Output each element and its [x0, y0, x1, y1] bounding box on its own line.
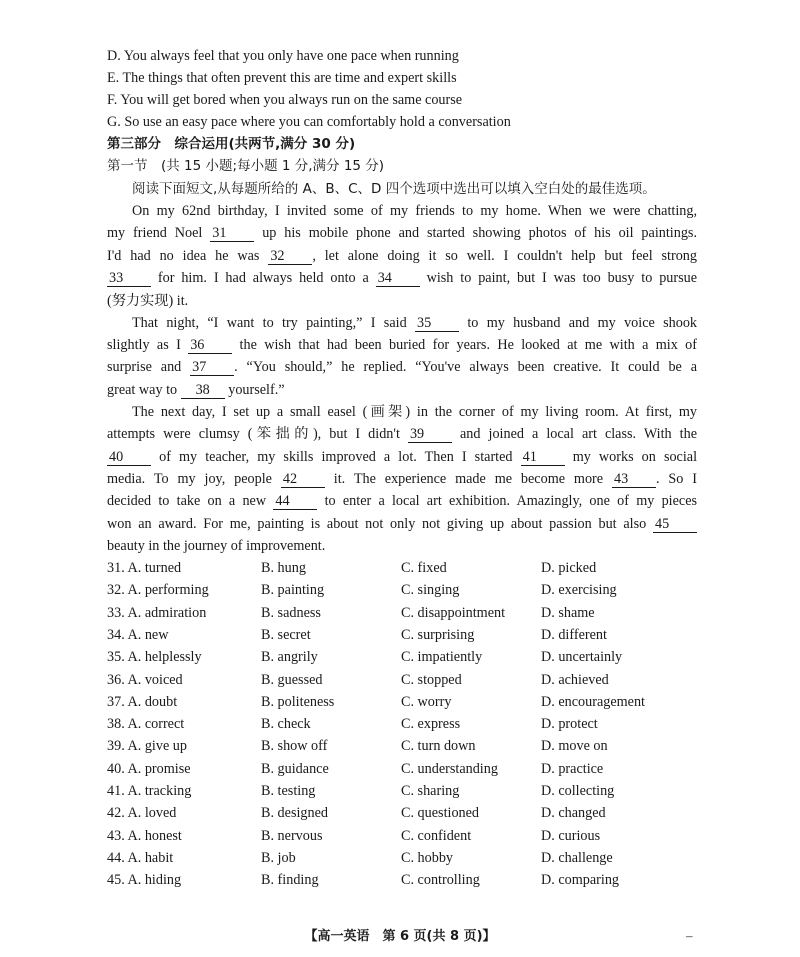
passage-line: 33 for him. I had always held onto a 34 wish to paint, but I was too busy to pursue — [109, 270, 697, 286]
answer-option-b[interactable]: B. finding — [261, 872, 319, 889]
answer-option-d[interactable]: D. picked — [541, 560, 597, 576]
answer-option-a[interactable]: 45. A. hiding — [107, 872, 182, 889]
answer-option-d[interactable]: D. different — [541, 626, 607, 643]
answer-option-c[interactable]: C. understanding — [401, 760, 498, 777]
question-row — [107, 691, 707, 713]
blank-37[interactable]: 37 — [190, 359, 234, 376]
answer-option-c[interactable]: C. controlling — [401, 872, 480, 889]
passage-line: 40 of my teacher, my skills improved a lot. Then I started 41 my works on social — [109, 449, 697, 465]
answer-option-c[interactable]: C. impatiently — [401, 649, 483, 666]
answer-option-a[interactable]: 34. A. new — [107, 626, 169, 643]
answer-option-b[interactable]: B. testing — [261, 783, 316, 799]
blank-45[interactable]: 45 — [653, 516, 697, 533]
instruction: 阅读下面短文,从每题所给的 A、B、C、D 四个选项中选出可以填入空白处的最佳选项。 — [132, 181, 656, 197]
answer-option-d[interactable]: D. protect — [541, 716, 598, 733]
answer-option-c[interactable]: C. confident — [401, 827, 472, 844]
question-row — [107, 624, 707, 646]
section1-title: 第一节 (共 15 小题;每小题 1 分,满分 15 分) — [107, 158, 385, 174]
answer-option-d[interactable]: D. uncertainly — [541, 649, 623, 666]
answer-option-d[interactable]: D. move on — [541, 738, 608, 755]
answer-option-c[interactable]: C. fixed — [401, 560, 447, 576]
blank-31[interactable]: 31 — [210, 225, 254, 242]
answer-option-c[interactable]: C. surprising — [401, 626, 475, 643]
passage-line: On my 62nd birthday, I invited some of my friends to my home. When we were chatting, — [132, 203, 697, 219]
answer-option-c[interactable]: C. express — [401, 716, 461, 733]
blank-38[interactable]: 38 — [181, 382, 225, 399]
answer-option-a[interactable]: 37. A. doubt — [107, 693, 178, 710]
question-row — [107, 557, 707, 579]
answer-option-a[interactable]: 39. A. give up — [107, 738, 187, 755]
question-row — [107, 869, 707, 891]
answer-option-d[interactable]: D. changed — [541, 805, 606, 822]
answer-option-b[interactable]: B. show off — [261, 738, 328, 755]
answer-option-b[interactable]: B. politeness — [261, 693, 335, 710]
passage-line: surprise and 37 . “You should,” he replied. “You've always been creative. It could be a — [107, 359, 697, 375]
answer-option-d[interactable]: D. challenge — [541, 849, 613, 866]
blank-33[interactable]: 33 — [107, 270, 151, 287]
passage-line: I'd had no idea he was 32 , let alone doing it so well. I couldn't help but feel strong — [107, 248, 697, 264]
option-e: E. The things that often prevent this are time and expert skills — [107, 70, 457, 86]
answer-option-a[interactable]: 44. A. habit — [107, 849, 174, 866]
answer-option-b[interactable]: B. secret — [261, 626, 311, 643]
answer-option-c[interactable]: C. stopped — [401, 671, 462, 688]
answer-option-a[interactable]: 35. A. helplessly — [107, 649, 202, 666]
passage-line: my friend Noel 31 up his mobile phone and started showing photos of his oil paintings. — [107, 225, 697, 241]
passage-line: (努力实现) it. — [107, 293, 189, 309]
answer-option-a[interactable]: 36. A. voiced — [107, 671, 183, 688]
question-row — [107, 825, 707, 847]
corner-mark: – — [686, 928, 693, 943]
option-g: G. So use an easy pace where you can comfortably hold a conversation — [107, 114, 511, 130]
answer-option-a[interactable]: 38. A. correct — [107, 716, 185, 733]
answer-option-b[interactable]: B. job — [261, 849, 296, 866]
question-row — [107, 847, 707, 869]
option-f: F. You will get bored when you always run on the same course — [107, 92, 463, 108]
blank-32[interactable]: 32 — [268, 248, 312, 265]
question-row — [107, 669, 707, 691]
answer-option-c[interactable]: C. turn down — [401, 738, 476, 755]
passage-line: slightly as I 36 the wish that had been buried for years. He looked at me with a mix of — [107, 337, 697, 353]
section3-title: 第三部分 综合运用(共两节,满分 30 分) — [107, 136, 356, 152]
answer-option-c[interactable]: C. singing — [401, 582, 460, 599]
blank-39[interactable]: 39 — [408, 426, 452, 443]
answer-option-a[interactable]: 33. A. admiration — [107, 604, 207, 621]
passage-line: won an award. For me, painting is about not only not giving up about passion but also 45 — [107, 513, 697, 535]
question-row — [107, 713, 707, 735]
answer-option-a[interactable]: 42. A. loved — [107, 805, 177, 822]
question-row — [107, 780, 707, 802]
answer-option-d[interactable]: D. curious — [541, 827, 601, 844]
question-row — [107, 802, 707, 824]
question-row — [107, 579, 707, 601]
passage-line: The next day, I set up a small easel (画架) in the corner of my living room. At first, my — [132, 404, 697, 420]
answer-option-b[interactable]: B. guidance — [261, 760, 329, 777]
passage-line: attempts were clumsy (笨拙的), but I didn't 39 and joined a local art class. With the — [107, 426, 697, 442]
answer-option-a[interactable]: 40. A. promise — [107, 760, 191, 777]
question-row — [107, 646, 707, 668]
blank-35[interactable]: 35 — [415, 315, 459, 332]
answer-option-d[interactable]: D. exercising — [541, 582, 617, 599]
blank-36[interactable]: 36 — [188, 337, 232, 354]
question-row — [107, 602, 707, 624]
passage-line: That night, “I want to try painting,” I said 35 to my husband and my voice shook — [132, 315, 697, 331]
question-row — [107, 735, 707, 757]
answer-option-d[interactable]: D. shame — [541, 604, 595, 621]
blank-44[interactable]: 44 — [273, 493, 317, 510]
option-d: D. You always feel that you only have one pace when running — [107, 48, 459, 64]
answer-option-d[interactable]: D. collecting — [541, 783, 615, 799]
blank-42[interactable]: 42 — [281, 471, 325, 488]
answer-option-b[interactable]: B. hung — [261, 560, 306, 576]
answer-option-b[interactable]: B. guessed — [261, 671, 323, 688]
question-row — [107, 758, 707, 780]
passage-line: great way to 38 yourself.” — [107, 382, 285, 398]
answer-option-c[interactable]: C. questioned — [401, 805, 480, 822]
answer-option-a[interactable]: 32. A. performing — [107, 582, 209, 599]
blank-34[interactable]: 34 — [376, 270, 420, 287]
answer-option-d[interactable]: D. practice — [541, 760, 604, 777]
answer-option-a[interactable]: 31. A. turned — [107, 560, 182, 576]
passage-line: decided to take on a new 44 to enter a local art exhibition. Amazingly, one of my pieces — [107, 493, 697, 509]
blank-41[interactable]: 41 — [521, 449, 565, 466]
answer-option-b[interactable]: B. sadness — [261, 604, 321, 621]
answer-option-c[interactable]: C. worry — [401, 693, 452, 710]
blank-40[interactable]: 40 — [107, 449, 151, 466]
passage-line: media. To my joy, people 42 it. The experience made me become more 43 . So I — [107, 471, 697, 487]
answer-option-b[interactable]: B. check — [261, 716, 311, 733]
answer-option-c[interactable]: C. hobby — [401, 849, 454, 866]
answer-option-b[interactable]: B. designed — [261, 805, 328, 822]
answer-option-b[interactable]: B. nervous — [261, 827, 323, 844]
answer-option-a[interactable]: 41. A. tracking — [107, 783, 192, 799]
page-footer: 【高一英语 第 6 页(共 8 页)】 — [304, 929, 496, 944]
answer-option-a[interactable]: 43. A. honest — [107, 827, 182, 844]
answer-option-b[interactable]: B. painting — [261, 582, 325, 599]
blank-43[interactable]: 43 — [612, 471, 656, 488]
answer-option-d[interactable]: D. achieved — [541, 671, 609, 688]
answer-option-b[interactable]: B. angrily — [261, 649, 318, 666]
answer-option-d[interactable]: D. comparing — [541, 872, 620, 889]
answer-option-c[interactable]: C. disappointment — [401, 604, 506, 621]
answer-option-d[interactable]: D. encouragement — [541, 693, 645, 710]
passage-line: beauty in the journey of improvement. — [107, 538, 326, 554]
answer-option-c[interactable]: C. sharing — [401, 783, 460, 799]
